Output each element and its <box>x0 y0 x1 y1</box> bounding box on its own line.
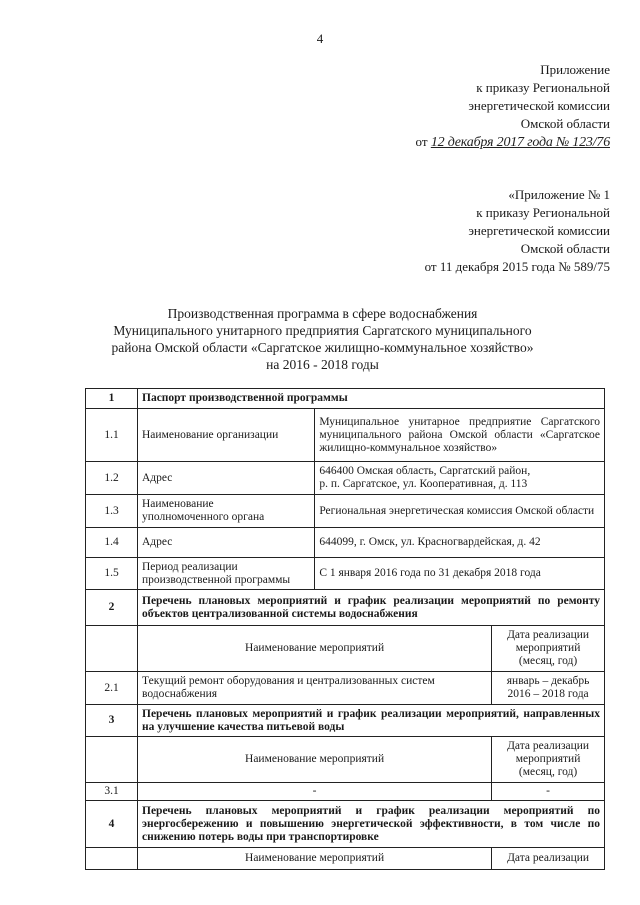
column-header <box>492 737 605 783</box>
row-label: Адрес <box>138 462 315 495</box>
section-number: 1 <box>86 389 138 409</box>
empty-cell <box>86 848 138 870</box>
header-line: (месяц, год) <box>518 766 578 778</box>
section-row <box>86 705 605 737</box>
row-number: 2.1 <box>86 672 138 705</box>
value-line: р. п. Саргатское, ул. Кооперативная, д. 113 <box>319 478 528 490</box>
row-number: 3.1 <box>86 783 138 801</box>
empty-cell <box>86 626 138 672</box>
appendix-line: «Приложение № 1 <box>508 187 610 202</box>
appendix-line: к приказу Региональной <box>476 80 610 95</box>
table-row <box>86 409 605 462</box>
table-row <box>86 528 605 558</box>
row-number: 1.5 <box>86 558 138 590</box>
label-line: Период реализации <box>142 560 238 573</box>
section-number: 3 <box>86 705 138 737</box>
appendix-line: Приложение <box>540 62 610 77</box>
row-name: Текущий ремонт оборудования и централизованных систем водоснабжения <box>138 672 492 705</box>
row-value <box>315 462 605 495</box>
label-line: производственной программы <box>142 573 291 586</box>
row-number: 1.2 <box>86 462 138 495</box>
order-prefix: от <box>415 134 428 149</box>
label-line: уполномоченного органа <box>142 511 265 523</box>
column-header <box>492 626 605 672</box>
column-header: Дата реализации <box>492 848 605 870</box>
table-row <box>86 672 605 705</box>
column-header: Наименование мероприятий <box>138 737 492 783</box>
appendix-line: к приказу Региональной <box>476 205 610 220</box>
header-line: мероприятий <box>515 753 581 765</box>
row-number: 1.1 <box>86 409 138 462</box>
date-line: 2016 – 2018 года <box>507 688 589 700</box>
table-row <box>86 462 605 495</box>
value-line: 646400 Омская область, Саргатский район, <box>319 465 531 477</box>
table-row <box>86 558 605 590</box>
row-value: С 1 января 2016 года по 31 декабря 2018 года <box>315 558 605 590</box>
program-table <box>85 388 605 870</box>
row-date: - <box>492 783 605 801</box>
appendix-header <box>416 61 610 152</box>
row-number: 1.3 <box>86 495 138 528</box>
section-title: Перечень плановых мероприятий и график реализации мероприятий, направленных на улучшение качества питьевой воды <box>138 705 605 737</box>
appendix-line: Омской области <box>520 241 610 256</box>
appendix-line: от 11 декабря 2015 года № 589/75 <box>424 259 610 274</box>
section-number: 2 <box>86 590 138 626</box>
section-row <box>86 590 605 626</box>
appendix-line: Омской области <box>520 116 610 131</box>
section-title: Перечень плановых мероприятий и график реализации мероприятий по ремонту объектов централизованной системы водоснабжения <box>138 590 605 626</box>
row-name: - <box>138 783 492 801</box>
table-row <box>86 783 605 801</box>
appendix-line: энергетической комиссии <box>468 223 610 238</box>
date-line: январь – декабрь <box>506 675 590 687</box>
title-line: Производственная программа в сфере водоснабжения <box>167 306 478 321</box>
column-header: Наименование мероприятий <box>138 626 492 672</box>
page-number: 4 <box>316 31 324 46</box>
row-label <box>138 558 315 590</box>
order-line <box>416 133 610 152</box>
document-title <box>75 305 570 373</box>
row-label <box>138 495 315 528</box>
row-value: 644099, г. Омск, ул. Красногвардейская, д. 42 <box>315 528 605 558</box>
section-row <box>86 389 605 409</box>
section-title: Перечень плановых мероприятий и график реализации мероприятий по энергосбережению и повышению энергетической эффективности, в том числе по снижению потерь воды при транспортировке <box>138 801 605 848</box>
header-line: Дата реализации <box>507 629 590 641</box>
title-line: района Омской области «Саргатское жилищно-коммунальное хозяйство» <box>111 340 534 355</box>
previous-appendix-header <box>425 186 610 276</box>
row-number: 1.4 <box>86 528 138 558</box>
section-title: Паспорт производственной программы <box>138 389 605 409</box>
table-header-row <box>86 737 605 783</box>
section-row <box>86 801 605 848</box>
row-date <box>492 672 605 705</box>
table-header-row <box>86 848 605 870</box>
header-line: Дата реализации <box>507 740 590 752</box>
header-line: (месяц, год) <box>518 655 578 667</box>
header-line: мероприятий <box>515 642 581 654</box>
appendix-line: энергетической комиссии <box>468 98 610 113</box>
title-line: Муниципального унитарного предприятия Саргатского муниципального <box>113 323 532 338</box>
empty-cell <box>86 737 138 783</box>
column-header: Наименование мероприятий <box>138 848 492 870</box>
row-value: Региональная энергетическая комиссия Омской области <box>315 495 605 528</box>
row-label: Наименование организации <box>138 409 315 462</box>
row-label: Адрес <box>138 528 315 558</box>
label-line: Наименование <box>142 498 214 510</box>
row-value: Муниципальное унитарное предприятие Саргатского муниципального района Омской области «Саргатское жилищно-коммунальное хозяйство» <box>315 409 605 462</box>
section-number: 4 <box>86 801 138 848</box>
handwritten-order: 12 декабря 2017 года № 123/76 <box>430 135 610 150</box>
title-line: на 2016 - 2018 годы <box>266 357 379 372</box>
table-row <box>86 495 605 528</box>
table-header-row <box>86 626 605 672</box>
